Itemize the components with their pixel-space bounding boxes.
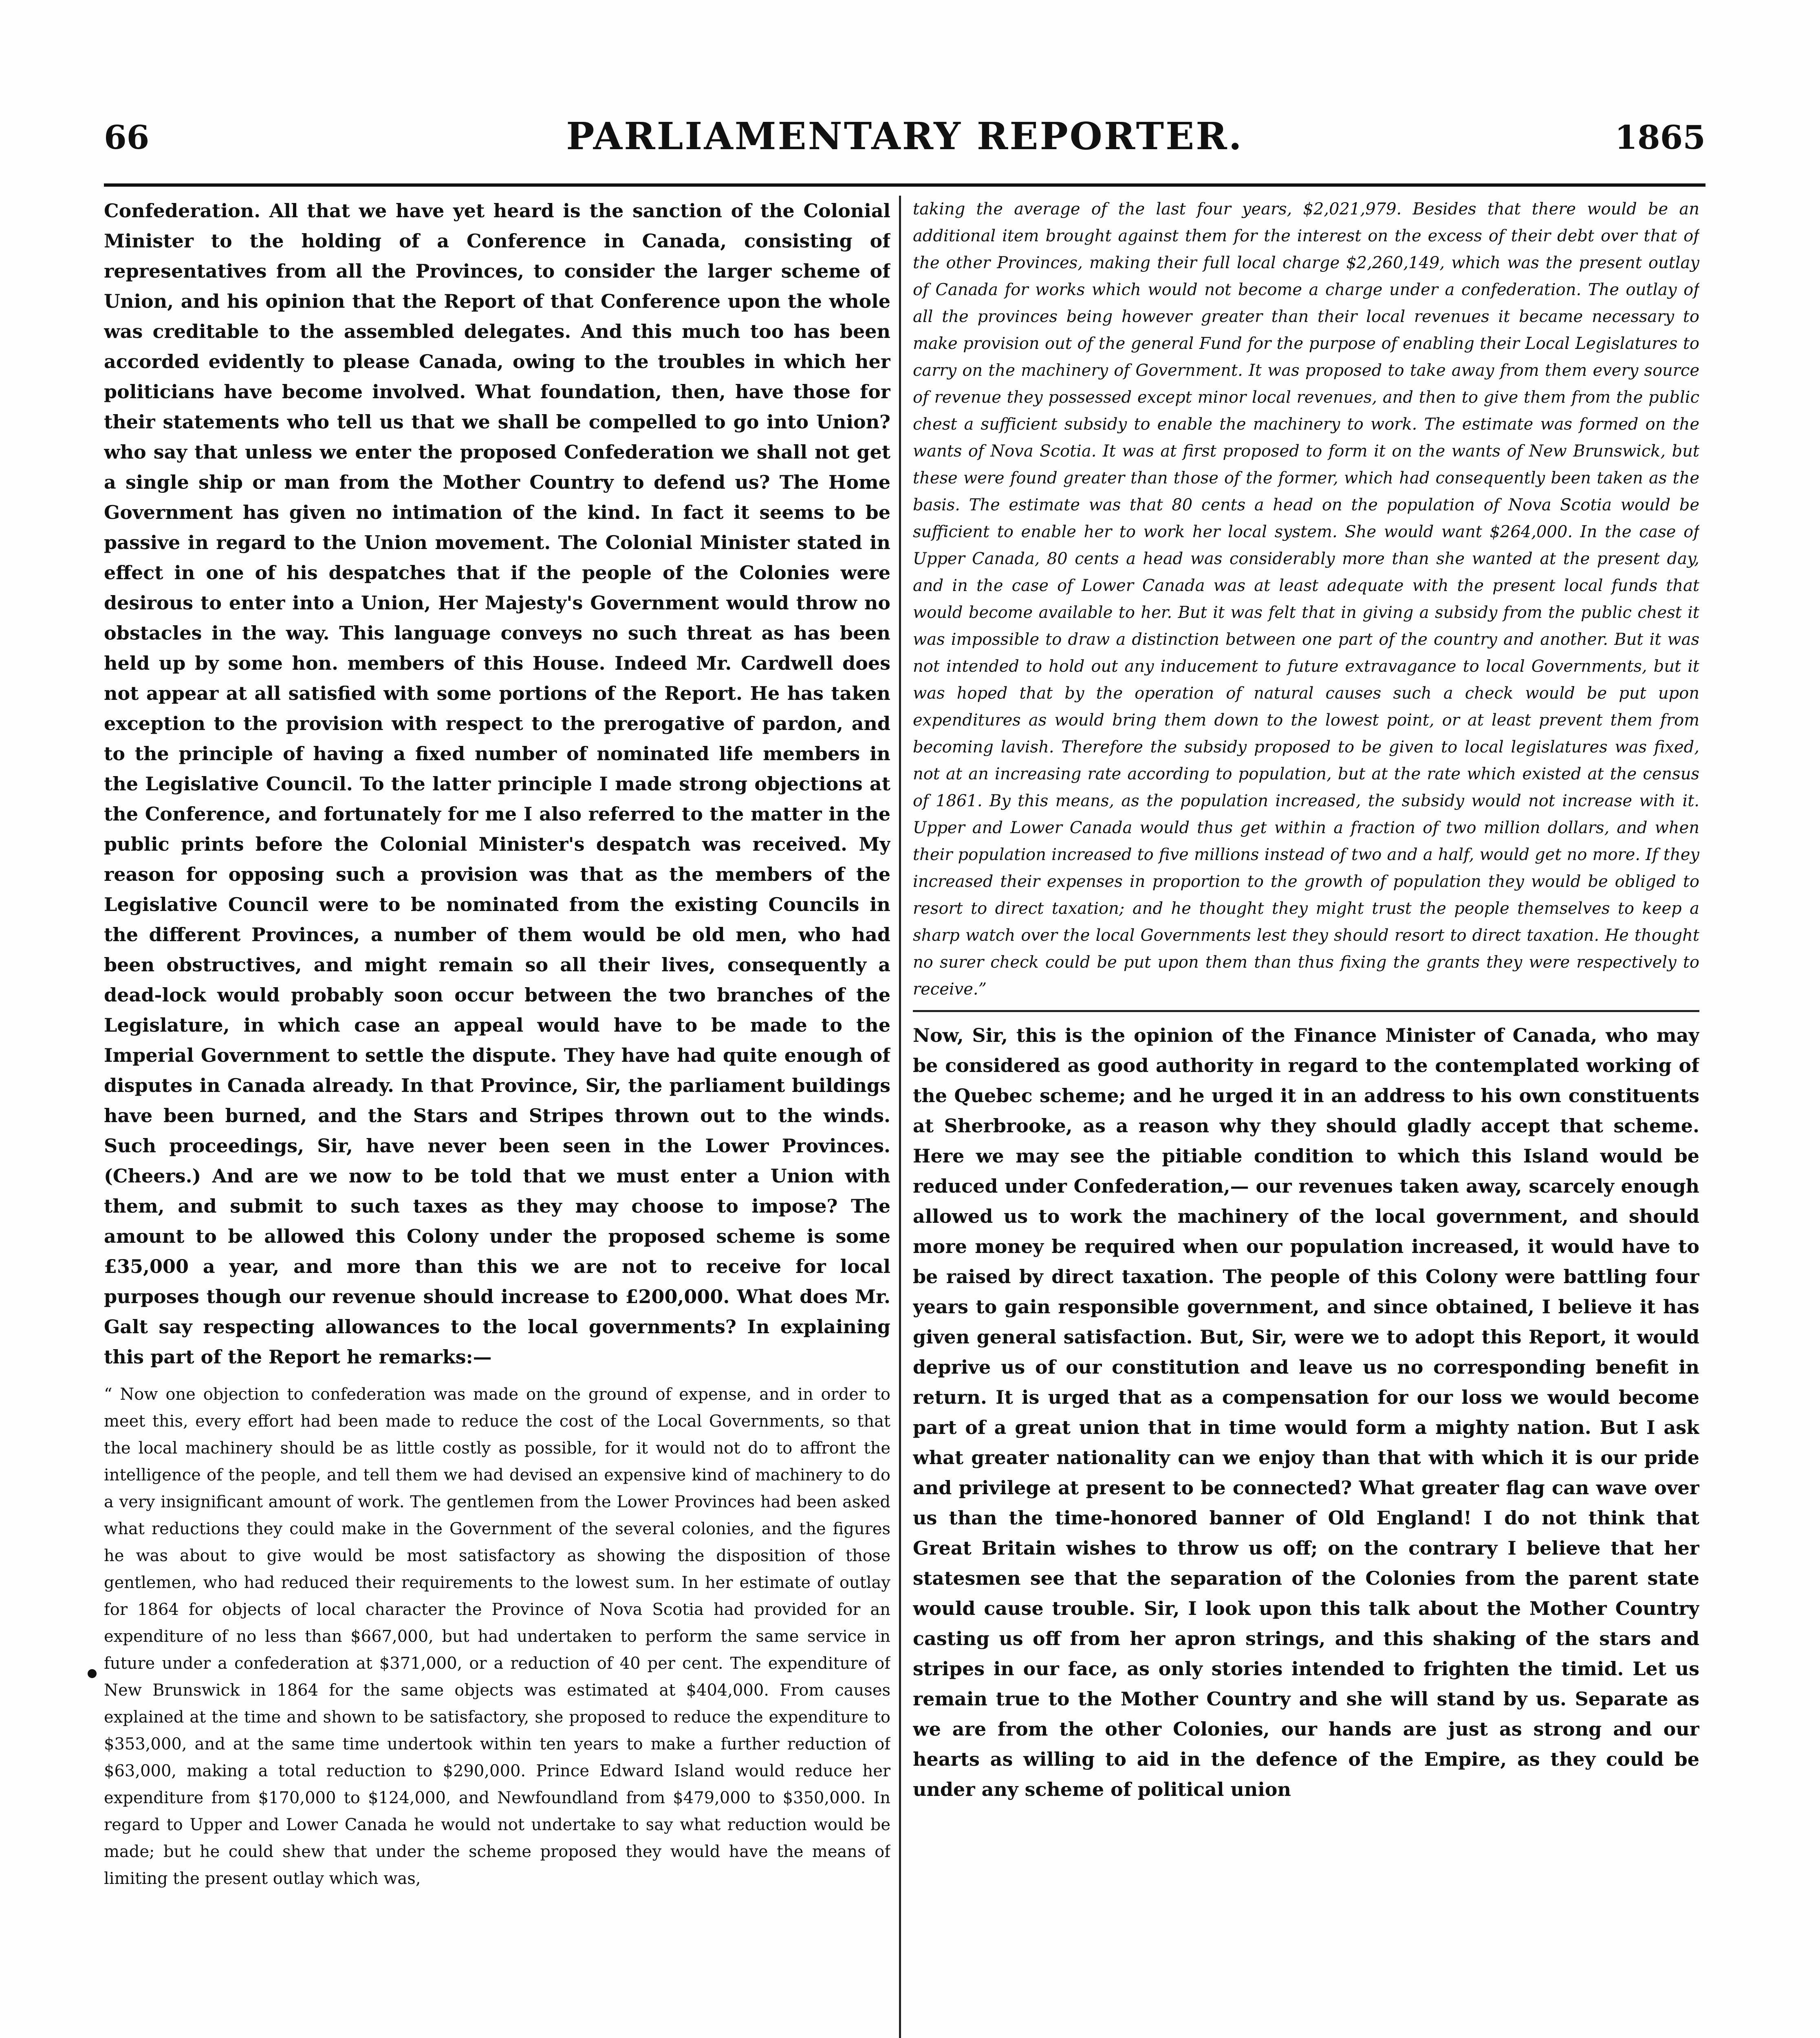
quoted-remarks-continued: taking the average of the last four years, $2,021,979. Besides that there would be an additional item brought against them for the interest on the excess of their debt over that of the other Provinces, making their full local charge $2,260,149, which was the present outlay of Canada for works which would not become a charge under a confederation. The outlay of all the provinces being however greater than their local revenues it became necessary to make provision out of the general Fund for the purpose of enabling their Local Legislatures to carry on the machinery of Government. It was proposed to take away from them every source of revenue they possessed except minor local revenues, and then to give them from the public chest a sufficient subsidy to enable the machinery to work. The estimate was formed on the wants of Nova Scotia. It was at first proposed to form it on the wants of New Brunswick, but these were found greater than those of the former, which had consequently been taken as the basis. The estimate was that 80 cents a head on the population of Nova Scotia would be sufficient to enable her to work her local system. She would want $264,000. In the case of Upper Canada, 80 cents a head was considerably more than she wanted at the present day, and in the case of Lower Canada was at least adequate with the present local funds that would become available to her. But it was felt that in giving a subsidy from the public chest it was impossible to draw a distinction between one part of the country and another. But it was not intended to hold out any inducement to future extravagance to local Governments, but it was hoped that by the operation of natural causes such a check would be put upon expenditures as would bring them down to the lowest point, or at least prevent them from becoming lavish. Therefore the subsidy proposed to be given to local legislatures was fixed, not at an increasing rate according to population, but at the rate which existed at the census of 1861. By this means, as the population increased, the subsidy would not increase with it. Upper and Lower Canada would thus get within a fraction of two million dollars, and when their population increased to five millions instead of two and a half, would get no more. If they increased their expenses in proportion to the growth of population they would be obliged to resort to direct taxation; and he thought they might trust the people themselves to keep a sharp watch over the local Governments lest they should resort to direct taxation. He thought no surer check could be put upon them than thus fixing the grants they were respectively to receive.” <box>913 200 1699 999</box>
quoted-remarks: “ Now one objection to confederation was made on the ground of expense, and in order to meet this, every effort had been made to reduce the cost of the Local Governments, so that the local machinery should be as little costly as possible, for it would not do to affront the intelligence of the people, and tell them we had devised an expensive kind of machinery to do a very insignificant amount of work. The gentlemen from the Lower Provinces had been asked what reductions they could make in the Government of the several colonies, and the figures he was about to give would be most satisfactory as showing the disposition of those gentlemen, who had reduced their requirements to the lowest sum. In her estimate of outlay for 1864 for objects of local character the Province of Nova Scotia had provided for an expenditure of no less than $667,000, but had undertaken to perform the same service in future under a confederation at $371,000, or a reduction of 40 per cent. The expenditure of New Brunswick in 1864 for the same objects was estimated at $404,000. From causes explained at the time and shown to be satisfactory, she proposed to reduce the expenditure to $353,000, and at the same time undertook within ten years to make a further reduction of $63,000, making a total reduction to $290,000. Prince Edward Island would reduce her expenditure from $170,000 to $124,000, and Newfoundland from $479,000 to $350,000. In regard to Upper and Lower Canada he would not undertake to say what reduction would be made; but he could shew that under the scheme proposed they would have the means of limiting the present outlay which was, <box>104 1385 890 1888</box>
quote-end-rule <box>913 1010 1699 1012</box>
ink-dot-mark <box>88 1669 97 1678</box>
right-column <box>913 196 1699 1804</box>
speech-paragraph: Confederation. All that we have yet heard is the sanction of the Colonial Minister to the holding of a Conference in Canada, consisting of representatives from all the Provinces, to consider the larger scheme of Union, and his opinion that the Report of that Conference upon the whole was creditable to the assembled delegates. And this much too has been accorded evidently to please Canada, owing to the troubles in which her politicians have become involved. What foundation, then, have those for their statements who tell us that we shall be compelled to go into Union? who say that unless we enter the proposed Confederation we shall not get a single ship or man from the Mother Country to defend us? The Home Government has given no intimation of the kind. In fact it seems to be passive in regard to the Union movement. The Colonial Minister stated in effect in one of his despatches that if the people of the Colonies were desirous to enter into a Union, Her Majesty's Government would throw no obstacles in the way. This language conveys no such threat as has been held up by some hon. members of this House. Indeed Mr. Cardwell does not appear at all satisfied with some portions of the Report. He has taken exception to the provision with respect to the prerogative of pardon, and to the principle of having a fixed number of nominated life members in the Legislative Council. To the latter principle I made strong objections at the Conference, and fortunately for me I also referred to the matter in the public prints before the Colonial Minister's despatch was received. My reason for opposing such a provision was that as the members of the Legislative Council were to be nominated from the existing Councils in the different Provinces, a number of them would be old men, who had been obstructives, and might remain so all their lives, consequently a dead-lock would probably soon occur between the two branches of the Legislature, in which case an appeal would have to be made to the Imperial Government to settle the dispute. They have had quite enough of disputes in Canada already. In that Province, Sir, the parliament buildings have been burned, and the Stars and Stripes thrown out to the winds. Such proceedings, Sir, have never been seen in the Lower Provinces. (Cheers.) And are we now to be told that we must enter a Union with them, and submit to such taxes as they may choose to impose? The amount to be allowed this Colony under the proposed scheme is some £35,000 a year, and more than this we are not to receive for local purposes though our revenue should increase to £200,000. What does Mr. Galt say respecting allowances to the local governments? In explaining this part of the Report he remarks:— <box>104 200 890 1368</box>
speech-paragraph-continued: Now, Sir, this is the opinion of the Finance Minister of Canada, who may be considered as good authority in regard to the contemplated working of the Quebec scheme; and he urged it in an address to his own constituents at Sherbrooke, as a reason why they should gladly accept that scheme. Here we may see the pitiable condition to which this Island would be reduced under Confederation,— our revenues taken away, scarcely enough allowed us to work the machinery of the local government, and should more money be required when our population increased, it would have to be raised by direct taxation. The people of this Colony were battling four years to gain responsible government, and since obtained, I believe it has given general satisfaction. But, Sir, were we to adopt this Report, it would deprive us of our constitution and leave us no corresponding benefit in return. It is urged that as a compensation for our loss we would become part of a great union that in time would form a mighty nation. But I ask what greater nationality can we enjoy than that with which it is our pride and privilege at present to be connected? What greater flag can wave over us than the time-honored banner of Old England! I do not think that Great Britain wishes to throw us off; on the contrary I believe that her statesmen see that the separation of the Colonies from the parent state would cause trouble. Sir, I look upon this talk about the Mother Country casting us off from her apron strings, and this shaking of the stars and stripes in our face, as only stories intended to frighten the timid. Let us remain true to the Mother Country and she will stand by us. Separate as we are from the other Colonies, our hands are just as strong and our hearts as willing to aid in the defence of the Empire, as they could be under any scheme of political union <box>913 1024 1699 1800</box>
publication-year: 1865 <box>1615 118 1705 157</box>
page-header <box>104 114 1705 171</box>
page-number: 66 <box>104 118 150 157</box>
left-column <box>104 196 890 1892</box>
header-rule <box>104 183 1705 187</box>
column-divider <box>899 196 901 2038</box>
running-title: PARLIAMENTARY REPORTER. <box>566 114 1243 158</box>
